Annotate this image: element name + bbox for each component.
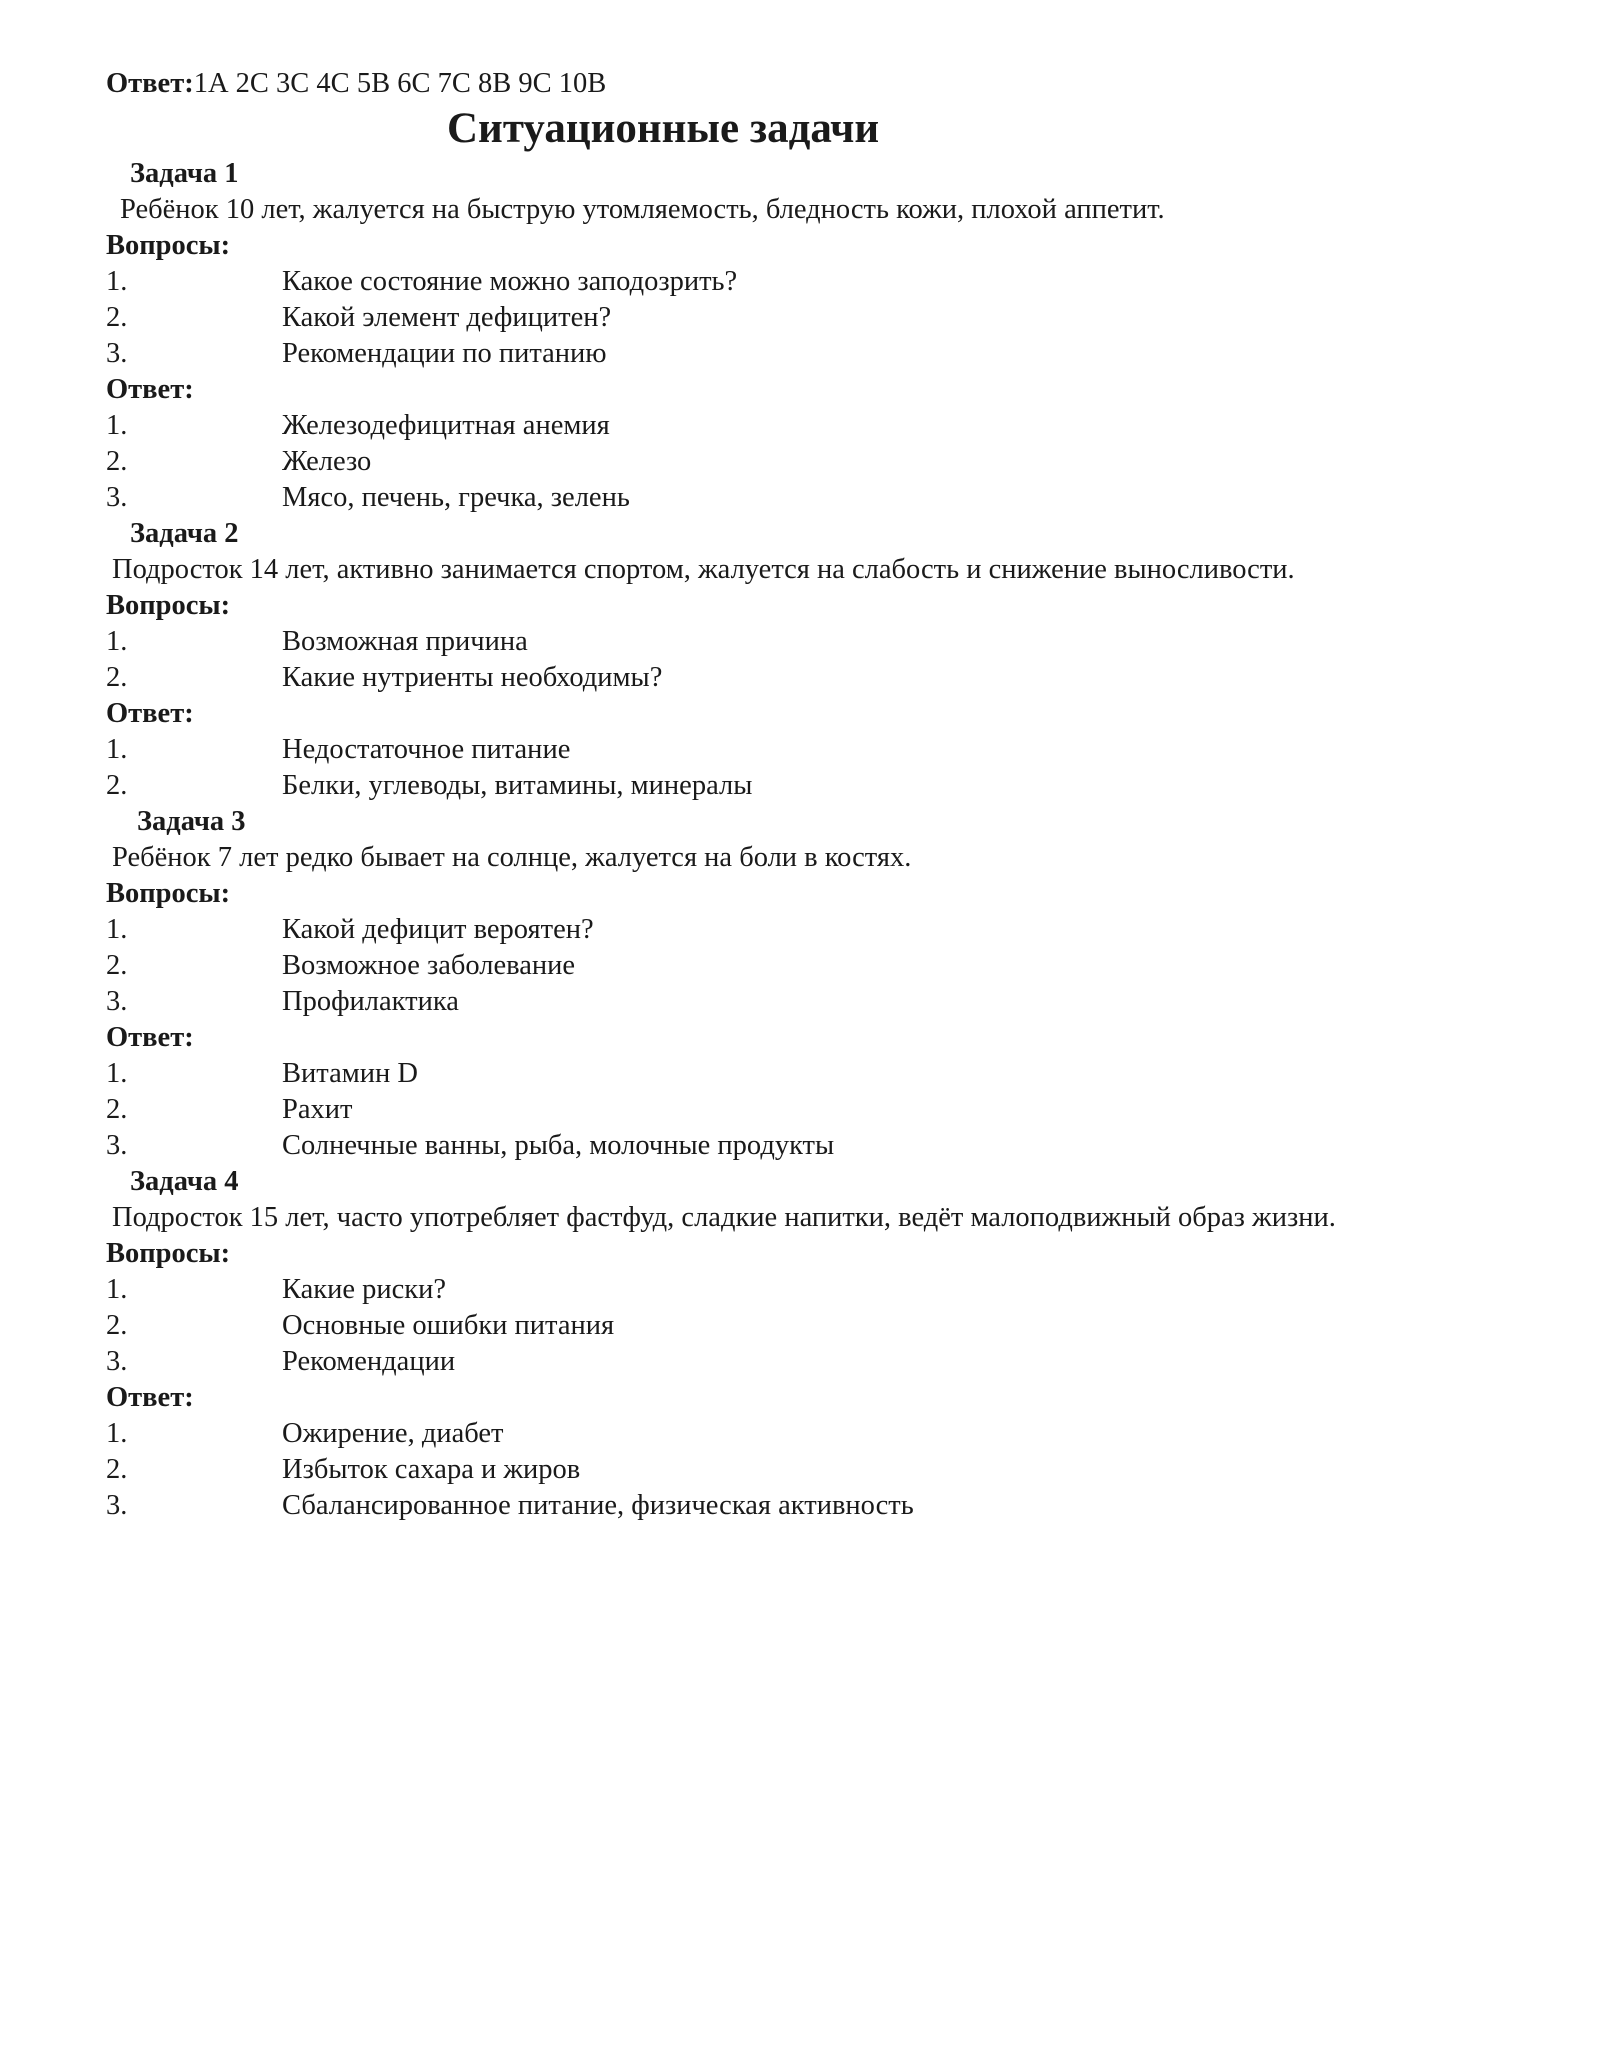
list-number: 3. — [106, 1490, 128, 1521]
list-number: 2. — [106, 770, 128, 801]
task-3-text: Ребёнок 7 лет редко бывает на солнце, жалуется на боли в костях. — [112, 842, 912, 873]
task-2-answer-2 — [106, 768, 1526, 804]
task-4-questions-label: Вопросы: — [106, 1238, 231, 1269]
list-item-text: Какие нутриенты необходимы? — [282, 662, 663, 693]
task-4-question-1 — [106, 1272, 1526, 1308]
answer-key-value: 1А 2С 3С 4С 5В 6С 7С 8В 9С 10В — [193, 68, 607, 99]
page-title: Ситуационные задачи — [447, 105, 880, 152]
list-item-text: Недостаточное питание — [282, 734, 571, 765]
list-number: 2. — [106, 1094, 128, 1125]
task-1-answer-3 — [106, 480, 1526, 516]
task-3-questions-label: Вопросы: — [106, 878, 231, 909]
list-item-text: Какие риски? — [282, 1274, 447, 1305]
list-number: 2. — [106, 446, 128, 477]
list-item-text: Белки, углеводы, витамины, минералы — [282, 770, 753, 801]
list-item-text: Рекомендации — [282, 1346, 456, 1377]
task-2-answers-label: Ответ: — [106, 698, 194, 729]
task-2-question-2 — [106, 660, 1526, 696]
task-3-question-3 — [106, 984, 1526, 1020]
task-3-question-1 — [106, 912, 1526, 948]
list-item-text: Железо — [282, 446, 372, 477]
list-item-text: Витамин D — [282, 1058, 418, 1089]
answer-key-line — [106, 66, 1526, 102]
list-item-text: Профилактика — [282, 986, 459, 1017]
task-2-answer-1 — [106, 732, 1526, 768]
task-3-answer-2 — [106, 1092, 1526, 1128]
task-1-text: Ребёнок 10 лет, жалуется на быструю утомляемость, бледность кожи, плохой аппетит. — [120, 194, 1165, 225]
list-number: 2. — [106, 1454, 128, 1485]
list-item-text: Какой дефицит вероятен? — [282, 914, 594, 945]
task-4-answer-3 — [106, 1488, 1526, 1524]
list-number: 3. — [106, 1346, 128, 1377]
task-4-question-2 — [106, 1308, 1526, 1344]
task-1-answer-1 — [106, 408, 1526, 444]
list-number: 2. — [106, 662, 128, 693]
task-2-heading: Задача 2 — [130, 518, 239, 549]
list-number: 1. — [106, 734, 128, 765]
task-1-question-1 — [106, 264, 1526, 300]
task-1-heading: Задача 1 — [130, 158, 239, 189]
task-1-questions-label: Вопросы: — [106, 230, 231, 261]
task-3-heading: Задача 3 — [137, 806, 246, 837]
list-item-text: Сбалансированное питание, физическая активность — [282, 1490, 914, 1521]
list-number: 1. — [106, 1274, 128, 1305]
task-1-answer-2 — [106, 444, 1526, 480]
list-item-text: Избыток сахара и жиров — [282, 1454, 581, 1485]
list-number: 3. — [106, 482, 128, 513]
list-item-text: Мясо, печень, гречка, зелень — [282, 482, 630, 513]
task-1-question-3 — [106, 336, 1526, 372]
task-3-answers-label: Ответ: — [106, 1022, 194, 1053]
list-number: 3. — [106, 986, 128, 1017]
list-item-text: Ожирение, диабет — [282, 1418, 504, 1449]
list-number: 1. — [106, 410, 128, 441]
list-number: 2. — [106, 302, 128, 333]
list-item-text: Возможное заболевание — [282, 950, 576, 981]
task-1-answers-label: Ответ: — [106, 374, 194, 405]
list-number: 3. — [106, 1130, 128, 1161]
list-number: 1. — [106, 1418, 128, 1449]
task-4-heading: Задача 4 — [130, 1166, 239, 1197]
list-number: 2. — [106, 950, 128, 981]
answer-key-label: Ответ: — [106, 68, 194, 99]
list-item-text: Солнечные ванны, рыба, молочные продукты — [282, 1130, 835, 1161]
list-number: 1. — [106, 626, 128, 657]
task-4-answer-1 — [106, 1416, 1526, 1452]
list-number: 1. — [106, 914, 128, 945]
list-item-text: Основные ошибки питания — [282, 1310, 615, 1341]
task-1-question-2 — [106, 300, 1526, 336]
list-number: 1. — [106, 1058, 128, 1089]
task-3-answer-1 — [106, 1056, 1526, 1092]
list-item-text: Какой элемент дефицитен? — [282, 302, 612, 333]
task-4-answers-label: Ответ: — [106, 1382, 194, 1413]
task-4-text: Подросток 15 лет, часто употребляет фастфуд, сладкие напитки, ведёт малоподвижный образ жизни. — [112, 1202, 1336, 1233]
task-2-questions-label: Вопросы: — [106, 590, 231, 621]
list-number: 2. — [106, 1310, 128, 1341]
list-number: 3. — [106, 338, 128, 369]
list-item-text: Рекомендации по питанию — [282, 338, 607, 369]
task-4-answer-2 — [106, 1452, 1526, 1488]
task-4-question-3 — [106, 1344, 1526, 1380]
list-item-text: Какое состояние можно заподозрить? — [282, 266, 738, 297]
task-2-text: Подросток 14 лет, активно занимается спортом, жалуется на слабость и снижение выносливости. — [112, 554, 1295, 585]
document-page — [106, 66, 1526, 1524]
task-3-answer-3 — [106, 1128, 1526, 1164]
task-2-question-1 — [106, 624, 1526, 660]
list-item-text: Возможная причина — [282, 626, 528, 657]
list-number: 1. — [106, 266, 128, 297]
list-item-text: Железодефицитная анемия — [282, 410, 610, 441]
list-item-text: Рахит — [282, 1094, 353, 1125]
task-3-question-2 — [106, 948, 1526, 984]
